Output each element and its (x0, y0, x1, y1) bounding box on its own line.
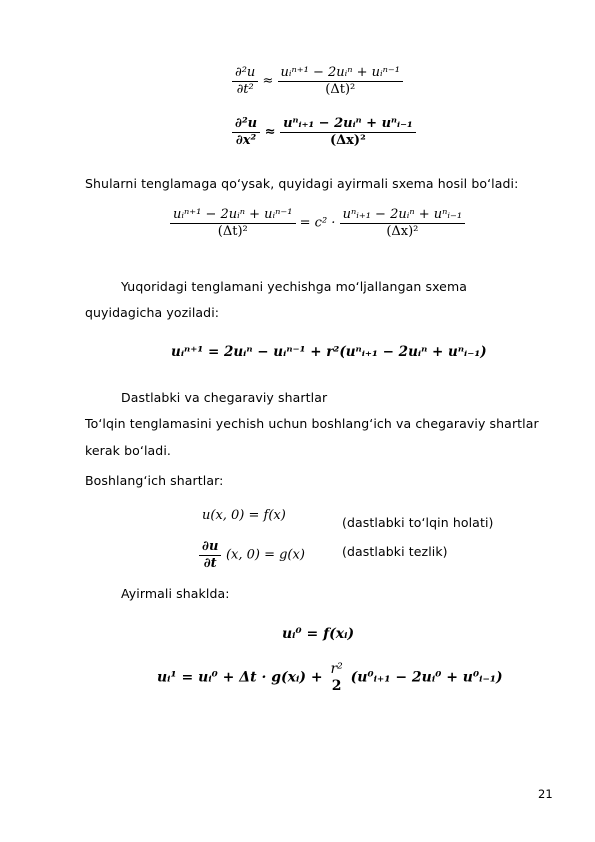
denominator: (Δt)² (217, 223, 248, 239)
equation-time-derivative (232, 66, 403, 96)
denominator: (Δx)² (386, 223, 419, 239)
denominator: ∂t² (236, 81, 254, 97)
denominator: 2 (331, 677, 342, 694)
numerator: ∂²u (232, 117, 260, 133)
paragraph-conditions-line2: kerak bo‘ladi. (85, 443, 171, 458)
note-initial-displacement: (dastlabki to‘lqin holati) (342, 515, 494, 530)
denominator: (Δx)² (329, 132, 366, 148)
heading-initial-boundary-conditions: Dastlabki va chegaraviy shartlar (121, 390, 328, 405)
fraction-r2-over-2 (327, 662, 345, 693)
numerator: ∂²u (232, 66, 258, 82)
numerator: r² (330, 661, 343, 677)
page-number: 21 (538, 787, 553, 801)
paragraph-substitution: Shularni tenglamaga qo‘ysak, quyidagi ayirmali sxema hosil bo‘ladi: (85, 176, 519, 191)
condition-initial-velocity (199, 540, 305, 570)
equation-difference-scheme (170, 208, 465, 238)
denominator: ∂x² (235, 132, 257, 148)
fraction-right (340, 208, 466, 238)
paragraph-scheme-line2: quyidagicha yoziladi: (85, 305, 220, 320)
fraction-lhs (232, 66, 258, 96)
fraction-du-dt (199, 540, 221, 570)
equation-space-derivative (232, 117, 416, 147)
numerator: uᵢⁿ⁺¹ − 2uᵢⁿ + uᵢⁿ⁻¹ (278, 66, 404, 82)
numerator: uⁿᵢ₊₁ − 2uᵢⁿ + uⁿᵢ₋₁ (340, 208, 466, 224)
approx-sign: ≈ (262, 73, 274, 89)
condition-initial-displacement: u(x, 0) = f(x) (202, 508, 286, 523)
label-discrete-form: Ayirmali shaklda: (121, 586, 230, 601)
equation-explicit-scheme: uᵢⁿ⁺¹ = 2uᵢⁿ − uᵢⁿ⁻¹ + r²(uⁿᵢ₊₁ − 2uᵢⁿ + uⁿᵢ₋₁) (171, 344, 487, 360)
fraction-rhs (278, 66, 404, 96)
fraction-rhs (280, 117, 416, 147)
numerator: uⁿᵢ₊₁ − 2uᵢⁿ + uⁿᵢ₋₁ (280, 117, 416, 133)
fraction-lhs (232, 117, 260, 147)
paragraph-conditions-line1: To‘lqin tenglamasini yechish uchun boshlang‘ich va chegaraviy shartlar (85, 416, 539, 431)
fraction-left (170, 208, 296, 238)
approx-sign: ≈ (264, 124, 276, 140)
equation-u1-right: (u⁰ᵢ₊₁ − 2uᵢ⁰ + u⁰ᵢ₋₁) (350, 669, 503, 686)
equals-c-squared: = c² · (299, 215, 336, 231)
numerator: uᵢⁿ⁺¹ − 2uᵢⁿ + uᵢⁿ⁻¹ (170, 208, 296, 224)
equation-u0: uᵢ⁰ = f(xᵢ) (282, 626, 355, 642)
paragraph-scheme-line1: Yuqoridagi tenglamani yechishga mo‘ljallangan sxema (121, 279, 468, 294)
numerator: ∂u (199, 540, 221, 556)
equation-u1 (157, 662, 503, 693)
equation-u1-left: uᵢ¹ = uᵢ⁰ + Δt · g(xᵢ) + (157, 669, 323, 686)
condition-rest: (x, 0) = g(x) (225, 547, 305, 563)
denominator: ∂t (203, 555, 217, 571)
label-initial-conditions: Boshlang‘ich shartlar: (85, 473, 224, 488)
note-initial-velocity: (dastlabki tezlik) (342, 544, 448, 559)
denominator: (Δt)² (325, 81, 356, 97)
